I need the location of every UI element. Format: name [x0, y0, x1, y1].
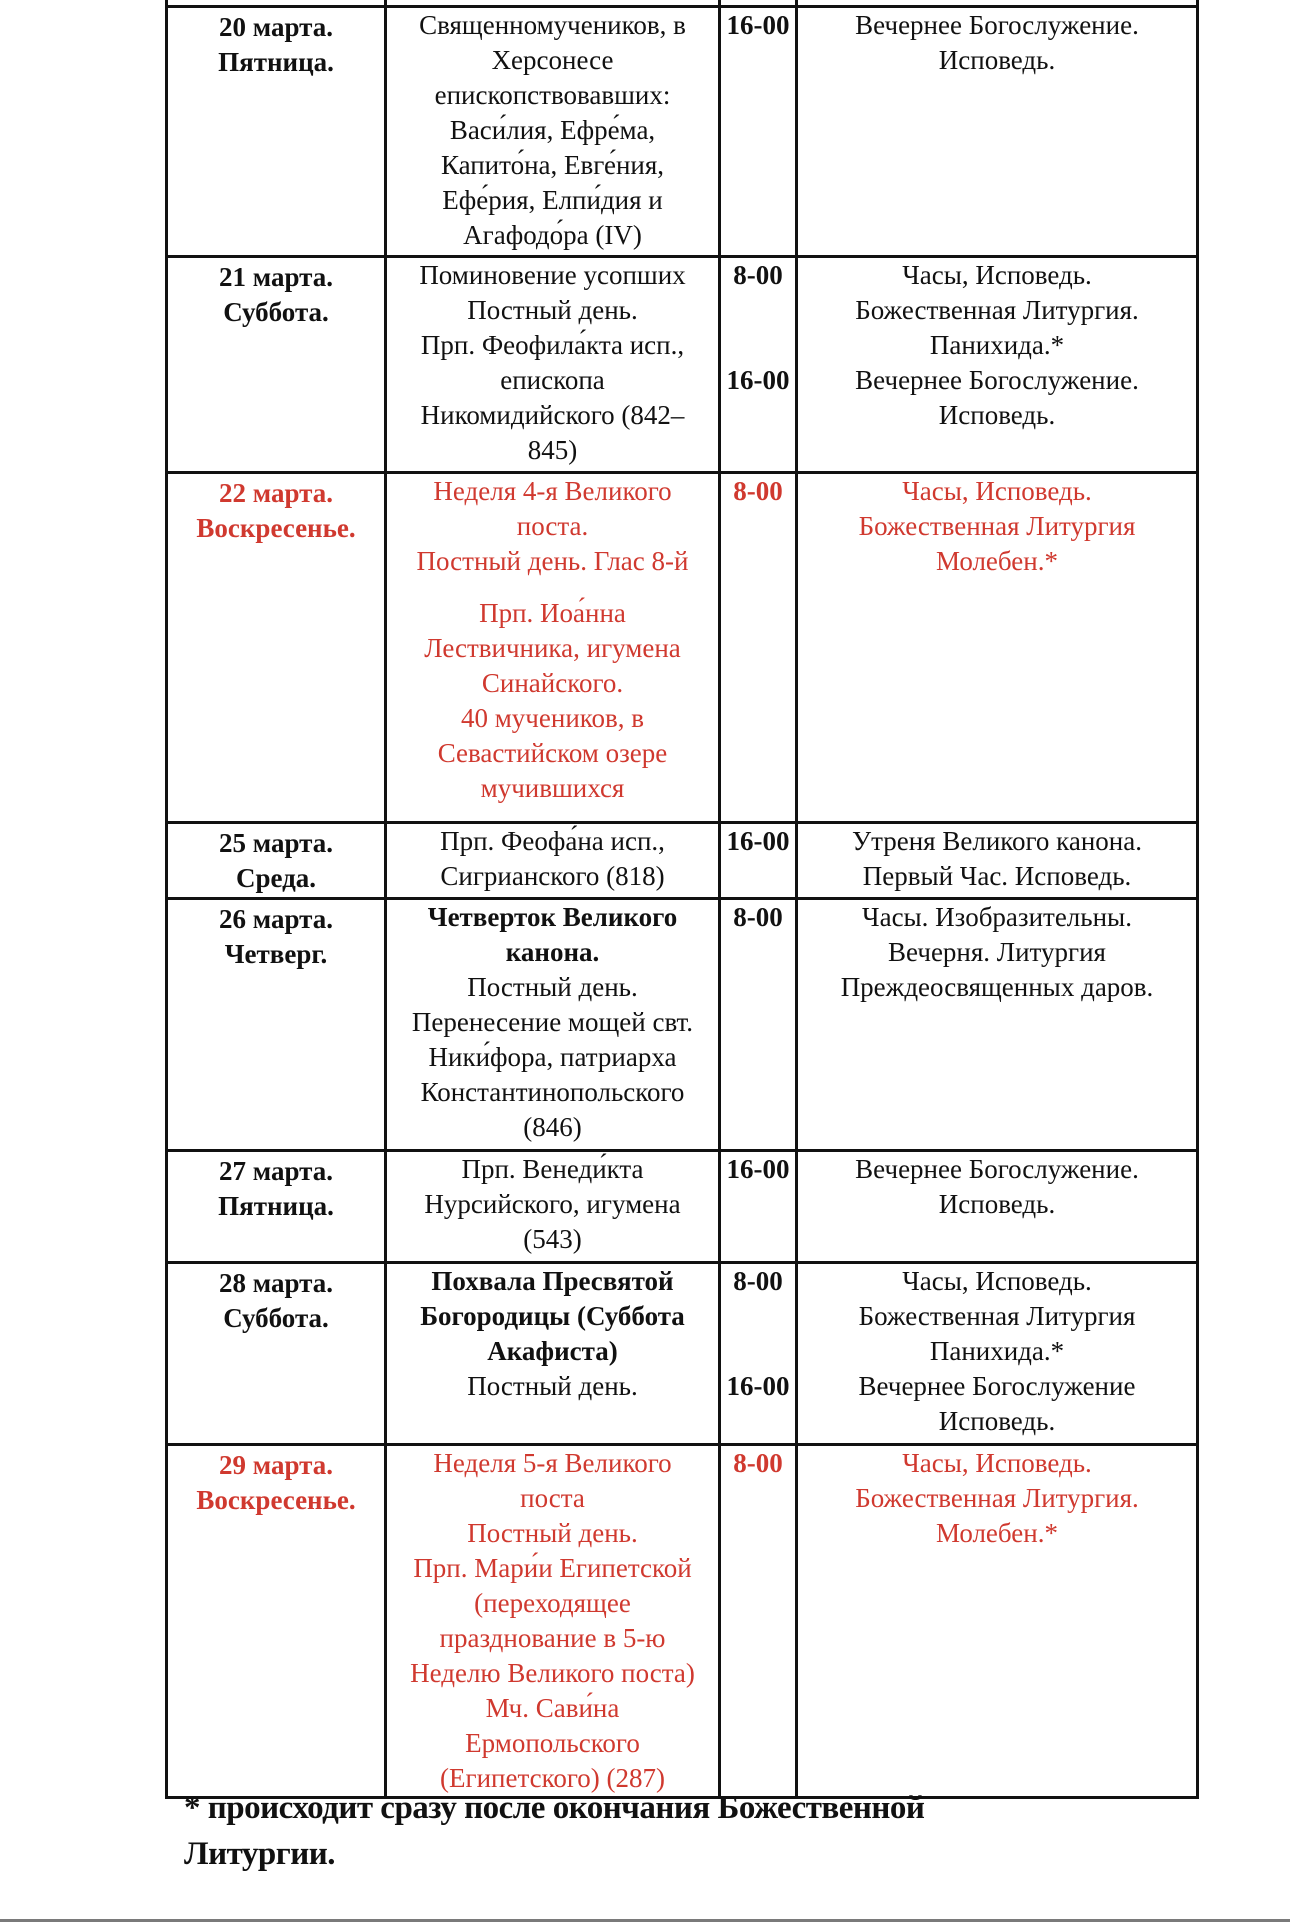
spacer: [723, 293, 793, 363]
commemoration-line: епископствовавших:: [434, 80, 671, 110]
commemoration-line: Никомидийского (842–: [420, 400, 685, 430]
schedule-row: [167, 7, 1198, 257]
service-line: Вечернее Богослужение: [858, 1371, 1136, 1401]
service-cell: [797, 899, 1198, 1151]
service-line: Исповедь.: [938, 45, 1056, 75]
commemoration-line: Синайского.: [481, 668, 624, 698]
service-time: 16-00: [726, 365, 790, 395]
weekday-label: Воскресенье.: [196, 1485, 356, 1515]
date-cell: [167, 7, 386, 257]
service-schedule-table: [165, 0, 1199, 1799]
weekday-label: Суббота.: [223, 1303, 329, 1333]
commemoration-line: Лествичника, игумена: [424, 633, 681, 663]
commemoration-line: Неделя 4-я Великого: [433, 476, 672, 506]
service-line: Часы, Исповедь.: [902, 1266, 1092, 1296]
date-cell: [167, 1151, 386, 1263]
commemoration-line: 845): [527, 435, 578, 465]
schedule-row: [167, 823, 1198, 899]
service-line: Первый Час. Исповедь.: [862, 861, 1132, 891]
commemoration-line: Прп. Феофа́на исп.,: [440, 826, 665, 856]
service-line: Вечернее Богослужение.: [855, 365, 1139, 395]
service-line: Божественная Литургия.: [855, 295, 1139, 325]
commemoration-line: Херсонесе: [491, 45, 614, 75]
commemoration-line: (543): [523, 1224, 582, 1254]
commemoration-line: Похвала Пресвятой: [431, 1266, 674, 1296]
date-label: 26 марта.: [219, 904, 333, 934]
service-time: 16-00: [726, 1154, 790, 1184]
service-line: Часы, Исповедь.: [902, 260, 1092, 290]
service-cell: [797, 7, 1198, 257]
commemoration-line: епископа: [500, 365, 605, 395]
service-line: Исповедь.: [938, 1189, 1056, 1219]
schedule-row: [167, 473, 1198, 823]
commemoration-line: Агафодо́ра (IV): [463, 220, 642, 250]
commemoration-line: Прп. Феофила́кта исп.,: [420, 330, 685, 360]
commemoration-cell: [386, 473, 720, 823]
date-label: 22 марта.: [219, 478, 333, 508]
service-time: 16-00: [726, 1371, 790, 1401]
commemoration-line: Ефе́рия, Елпи́дия и: [442, 185, 663, 215]
commemoration-line: Ники́фора, патриарха: [428, 1042, 677, 1072]
service-cell: [797, 1151, 1198, 1263]
weekday-label: Пятница.: [218, 47, 334, 77]
schedule-row: [167, 1263, 1198, 1445]
commemoration-line: Постный день.: [467, 1371, 638, 1401]
commemoration-cell: [386, 1263, 720, 1445]
commemoration-cell: [386, 1445, 720, 1798]
commemoration-line: (846): [523, 1112, 582, 1142]
time-cell: [720, 7, 797, 257]
service-line: Панихида.*: [929, 1336, 1065, 1366]
commemoration-line: Неделя 5-я Великого: [433, 1448, 672, 1478]
commemoration-line: (переходящее: [474, 1588, 631, 1618]
commemoration-line: Константинопольского: [420, 1077, 685, 1107]
service-line: Вечерня. Литургия: [888, 937, 1106, 967]
commemoration-line: поста: [520, 1483, 585, 1513]
commemoration-cell: [386, 257, 720, 473]
schedule-row: [167, 1445, 1198, 1798]
commemoration-line: канона.: [505, 937, 600, 967]
service-line: Молебен.*: [935, 546, 1058, 576]
service-line: Божественная Литургия: [858, 511, 1136, 541]
date-cell: [167, 899, 386, 1151]
schedule-row: [167, 899, 1198, 1151]
footnote-line: Литургии.: [184, 1836, 335, 1872]
commemoration-line: Сигрианского (818): [440, 861, 665, 891]
date-label: 21 марта.: [219, 262, 333, 292]
service-time: 8-00: [733, 1266, 783, 1296]
time-cell: [720, 257, 797, 473]
date-cell: [167, 1445, 386, 1798]
weekday-label: Среда.: [235, 863, 317, 893]
time-cell: [720, 1151, 797, 1263]
service-line: Молебен.*: [935, 1518, 1058, 1548]
spacer: [723, 1299, 793, 1369]
time-cell: [720, 823, 797, 899]
date-label: 27 марта.: [219, 1156, 333, 1186]
commemoration-line: Прп. Мари́и Египетской: [413, 1553, 692, 1583]
spacer: [389, 579, 716, 596]
time-cell: [720, 1263, 797, 1445]
service-time: 8-00: [733, 476, 783, 506]
commemoration-line: Васи́лия, Ефре́ма,: [449, 115, 656, 145]
commemoration-line: 40 мучеников, в: [460, 703, 645, 733]
commemoration-line: Мч. Сави́на: [485, 1693, 620, 1723]
service-time: 8-00: [733, 260, 783, 290]
commemoration-line: поста.: [516, 511, 589, 541]
date-label: 29 марта.: [219, 1450, 333, 1480]
date-cell: [167, 257, 386, 473]
commemoration-line: Нурсийского, игумена: [424, 1189, 681, 1219]
footnote-line: * происходит сразу после окончания Божественной: [184, 1790, 925, 1826]
schedule-row: [167, 257, 1198, 473]
commemoration-line: Четверток Великого: [427, 902, 678, 932]
service-line: Исповедь.: [938, 400, 1056, 430]
service-cell: [797, 823, 1198, 899]
service-time: 16-00: [726, 826, 790, 856]
service-time: 8-00: [733, 1448, 783, 1478]
date-label: 20 марта.: [219, 12, 333, 42]
commemoration-line: Поминовение усопших: [419, 260, 686, 290]
date-label: 28 марта.: [219, 1268, 333, 1298]
commemoration-line: Богородицы (Суббота: [420, 1301, 685, 1331]
service-line: Божественная Литургия: [858, 1301, 1136, 1331]
commemoration-line: (Египетского) (287): [440, 1763, 665, 1793]
commemoration-line: Акафиста): [487, 1336, 618, 1366]
commemoration-line: Прп. Венеди́кта: [461, 1154, 644, 1184]
commemoration-cell: [386, 7, 720, 257]
weekday-label: Воскресенье.: [196, 513, 356, 543]
service-time: 16-00: [726, 10, 790, 40]
date-label: 25 марта.: [219, 828, 333, 858]
service-line: Утреня Великого канона.: [852, 826, 1142, 856]
commemoration-line: Неделю Великого поста): [410, 1658, 695, 1688]
commemoration-line: Постный день.: [467, 1518, 638, 1548]
date-cell: [167, 473, 386, 823]
commemoration-line: Ермопольского: [465, 1728, 640, 1758]
commemoration-line: празднование в 5-ю: [439, 1623, 666, 1653]
service-line: Исповедь.: [938, 1406, 1056, 1436]
time-cell: [720, 473, 797, 823]
service-cell: [797, 257, 1198, 473]
footnote: [184, 1785, 1184, 1877]
commemoration-line: Перенесение мощей свт.: [411, 1007, 694, 1037]
service-line: Панихида.*: [929, 330, 1065, 360]
service-line: Часы, Исповедь.: [902, 1448, 1092, 1478]
service-line: Преждеосвященных даров.: [840, 972, 1154, 1002]
commemoration-line: Капито́на, Евге́ния,: [440, 150, 665, 180]
date-cell: [167, 1263, 386, 1445]
schedule-row: [167, 1151, 1198, 1263]
commemoration-line: мучившихся: [480, 773, 625, 803]
commemoration-line: Прп. Иоа́нна: [479, 598, 626, 628]
commemoration-line: Постный день.: [467, 972, 638, 1002]
commemoration-cell: [386, 1151, 720, 1263]
service-line: Часы. Изобразительны.: [862, 902, 1132, 932]
date-cell: [167, 823, 386, 899]
service-cell: [797, 473, 1198, 823]
commemoration-line: Постный день. Глас 8-й: [416, 546, 689, 576]
time-cell: [720, 1445, 797, 1798]
commemoration-line: Священномучеников, в: [419, 10, 686, 40]
commemoration-cell: [386, 899, 720, 1151]
service-line: Вечернее Богослужение.: [855, 10, 1139, 40]
service-cell: [797, 1263, 1198, 1445]
service-line: Божественная Литургия.: [855, 1483, 1139, 1513]
commemoration-line: Постный день.: [467, 295, 638, 325]
time-cell: [720, 899, 797, 1151]
service-time: 8-00: [733, 902, 783, 932]
weekday-label: Пятница.: [218, 1191, 334, 1221]
service-line: Вечернее Богослужение.: [855, 1154, 1139, 1184]
weekday-label: Четверг.: [224, 939, 328, 969]
commemoration-line: Севастийском озере: [437, 738, 668, 768]
service-cell: [797, 1445, 1198, 1798]
weekday-label: Суббота.: [223, 297, 329, 327]
service-line: Часы, Исповедь.: [902, 476, 1092, 506]
commemoration-cell: [386, 823, 720, 899]
